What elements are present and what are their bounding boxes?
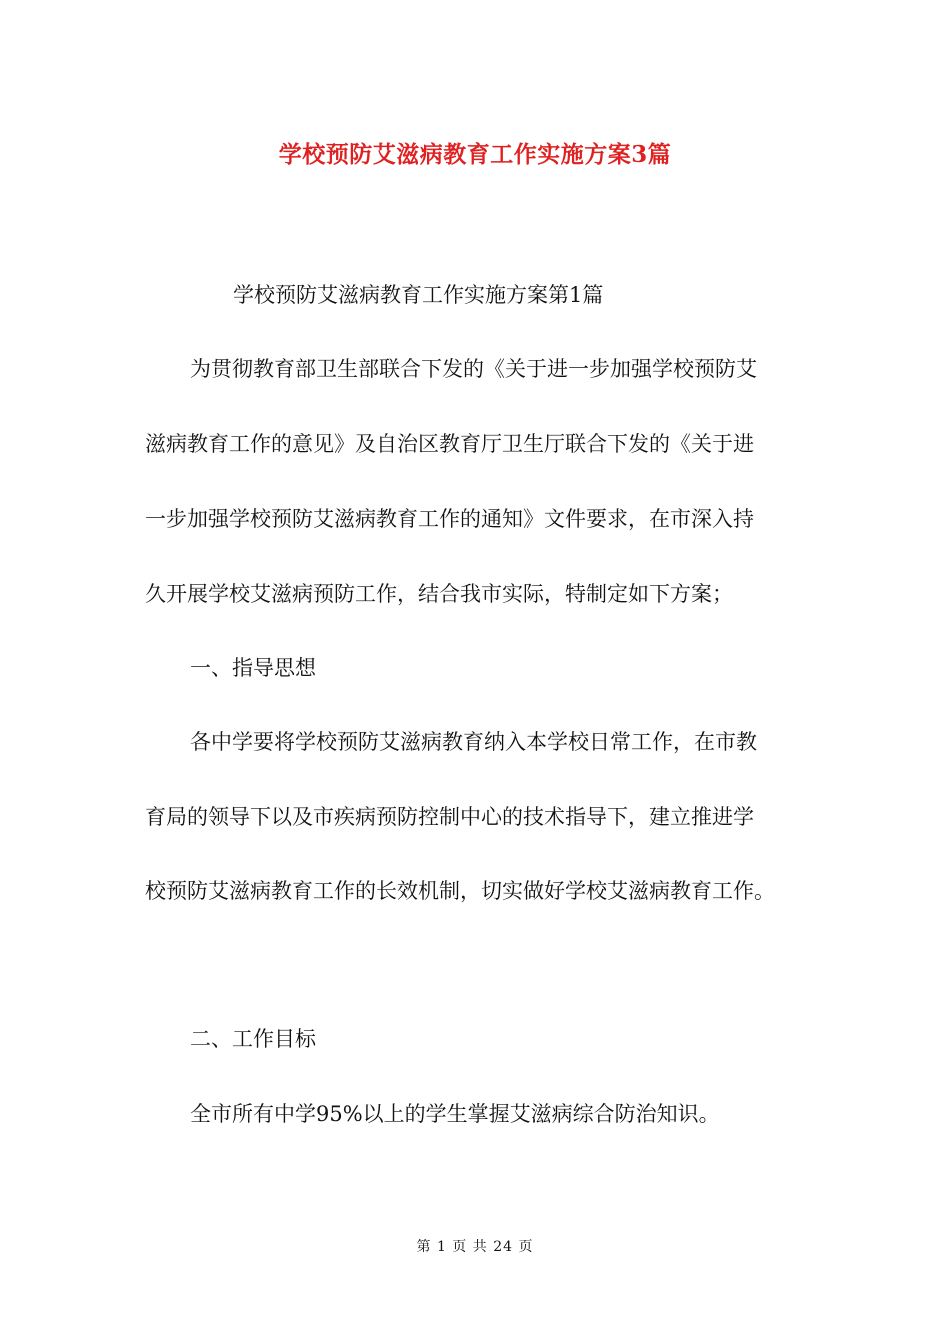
paragraph-line: 全市所有中学95%以上的学生掌握艾滋病综合防治知识。 [190,1102,720,1126]
paragraph-line: 各中学要将学校预防艾滋病教育纳入本学校日常工作，在市教 [190,730,757,754]
paragraph-line: 育局的领导下以及市疾病预防控制中心的技术指导下，建立推进学 [145,805,754,829]
paragraph-line: 久开展学校艾滋病预防工作，结合我市实际，特制定如下方案； [145,582,733,606]
section-subtitle: 学校预防艾滋病教育工作实施方案第1篇 [233,283,604,307]
section-heading: 一、指导思想 [190,656,316,680]
section-heading: 二、工作目标 [190,1027,316,1051]
paragraph-line: 滋病教育工作的意见》及自治区教育厅卫生厅联合下发的《关于进 [145,432,754,456]
page-number-footer: 第 1 页 共 24 页 [416,1239,534,1255]
document-title: 学校预防艾滋病教育工作实施方案3篇 [278,141,672,168]
paragraph-line: 为贯彻教育部卫生部联合下发的《关于进一步加强学校预防艾 [190,357,757,381]
paragraph-line: 校预防艾滋病教育工作的长效机制，切实做好学校艾滋病教育工作。 [145,879,775,903]
paragraph-line: 一步加强学校预防艾滋病教育工作的通知》文件要求，在市深入持 [145,507,754,531]
